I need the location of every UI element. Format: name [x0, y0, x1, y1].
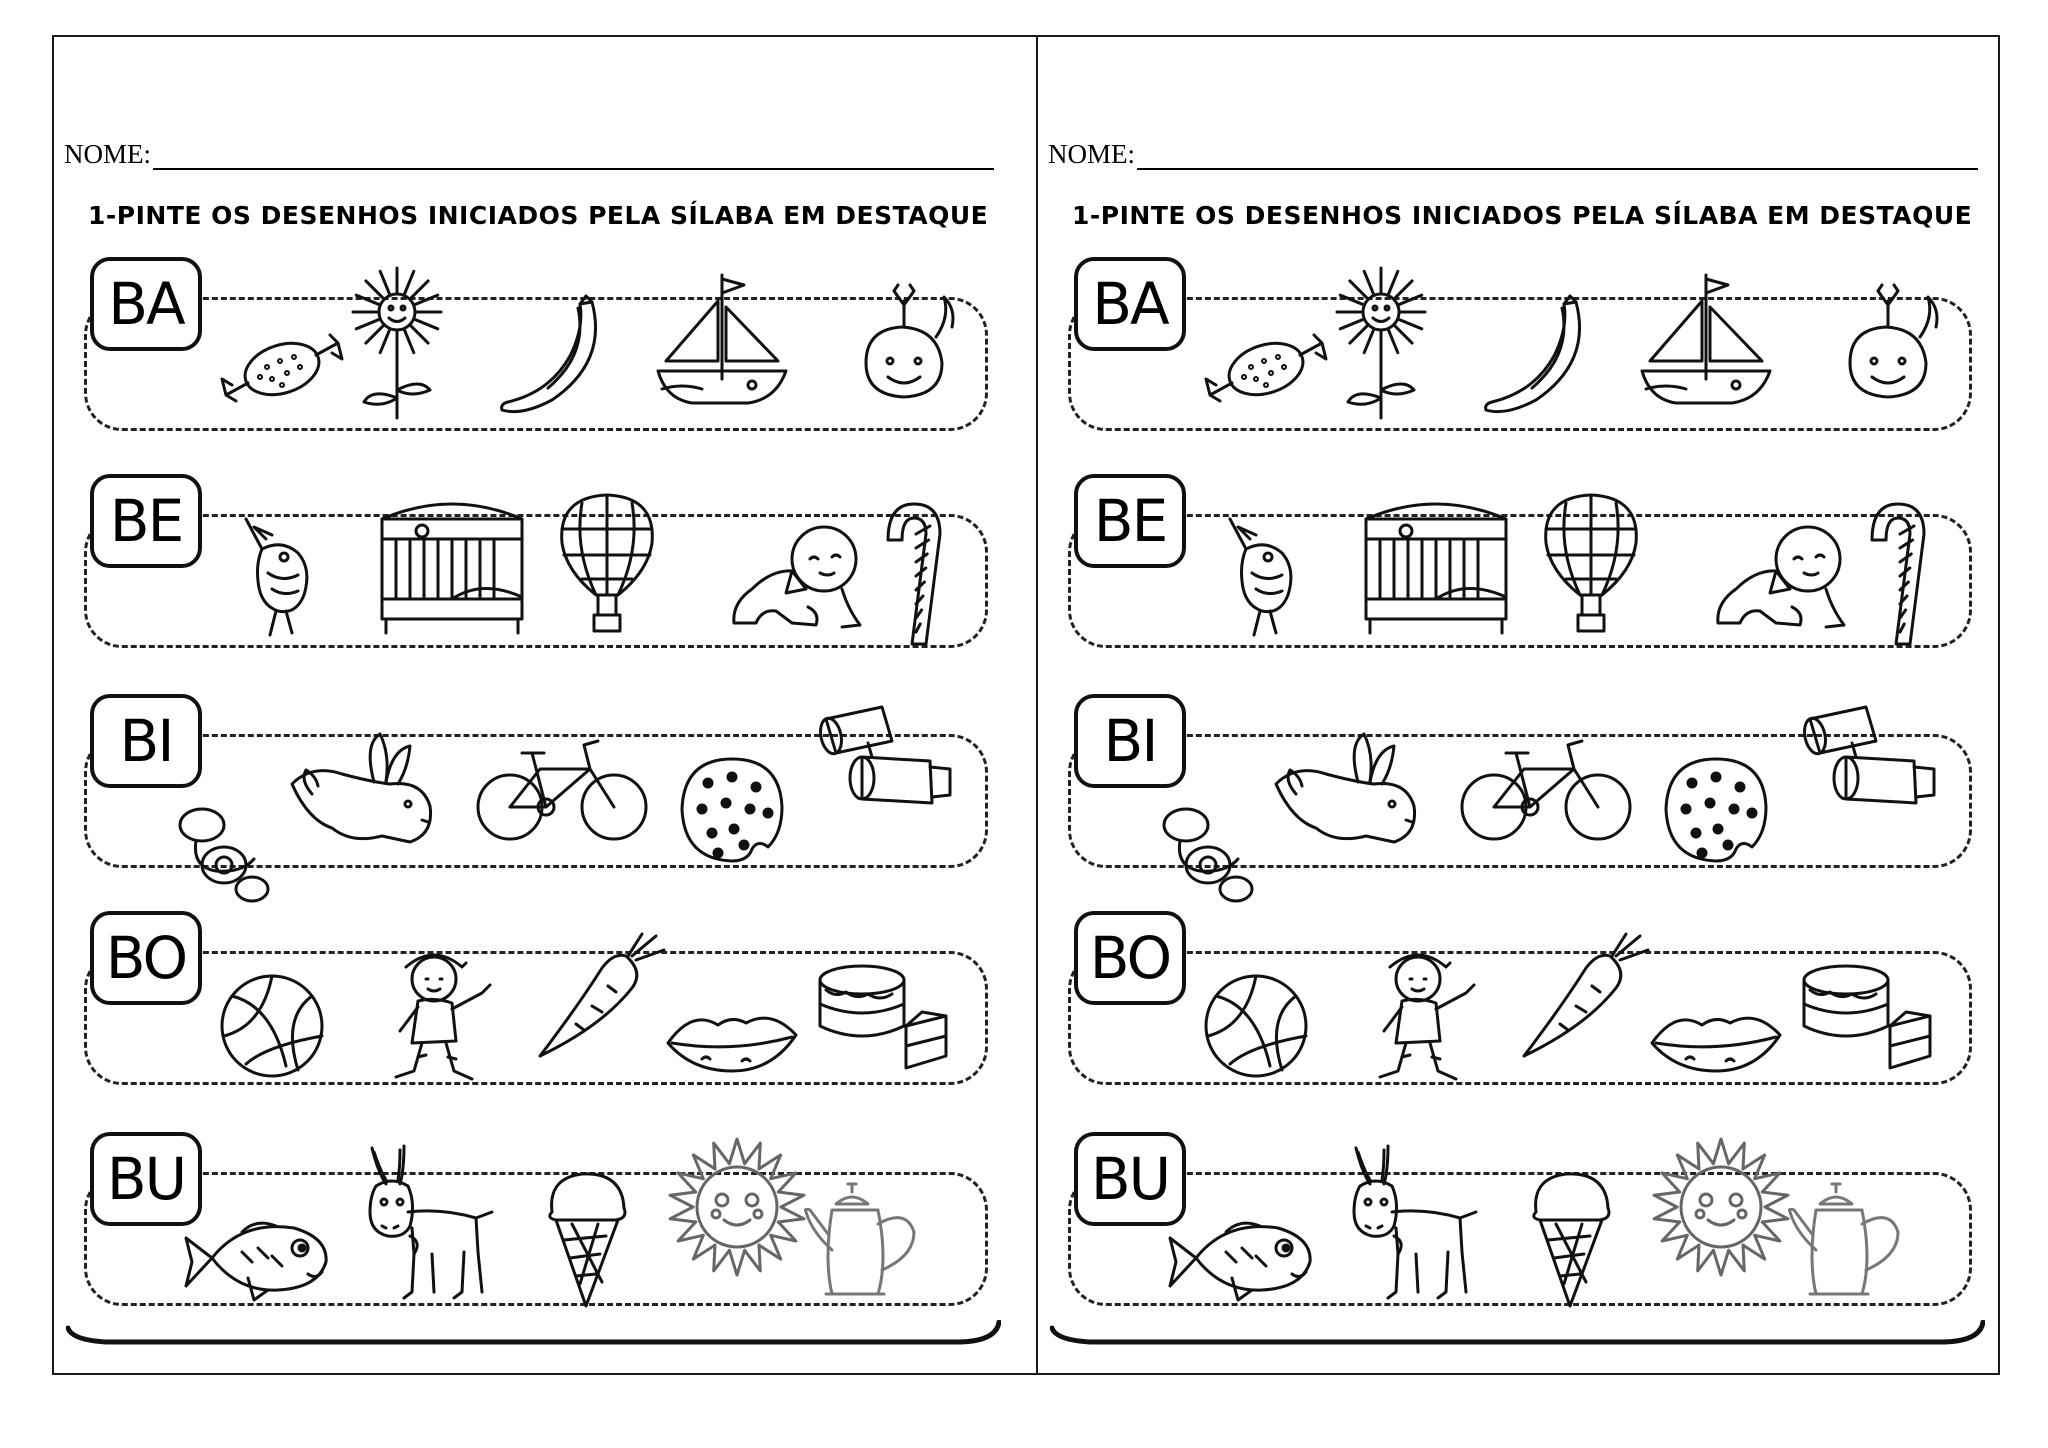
name-line [64, 138, 994, 170]
picture-group [72, 257, 990, 435]
cake-icon[interactable] [812, 956, 952, 1076]
name-write-line[interactable] [1137, 144, 1978, 170]
syllable-label: BI [90, 694, 202, 788]
crib-icon[interactable] [1356, 489, 1516, 639]
syllable-label: BU [1074, 1132, 1186, 1226]
name-write-line[interactable] [153, 144, 994, 170]
teapot-icon[interactable] [1786, 1170, 1926, 1310]
donkey-icon[interactable] [1336, 1142, 1486, 1312]
sunflower-icon[interactable] [1326, 262, 1436, 422]
candy-cane-icon[interactable] [1856, 494, 1936, 654]
syllable-label: BA [1074, 257, 1186, 351]
sun-icon[interactable] [1646, 1132, 1796, 1282]
binoculars-icon[interactable] [1796, 699, 1946, 829]
name-label: NOME: [64, 139, 151, 169]
picture-group [1056, 1132, 1974, 1310]
crib-icon[interactable] [372, 489, 532, 639]
crawling-baby-icon[interactable] [1696, 519, 1856, 639]
syllable-label: BA [90, 257, 202, 351]
syllable-row-bi [72, 694, 990, 872]
pacifier-icon[interactable] [172, 789, 282, 909]
picture-group [72, 694, 990, 872]
hot-air-balloon-icon[interactable] [1536, 489, 1646, 639]
hot-air-balloon-icon[interactable] [552, 489, 662, 639]
sunflower-icon[interactable] [342, 262, 452, 422]
syllable-row-be [1056, 474, 1974, 652]
syllable-row-bu [1056, 1132, 1974, 1310]
picture-group [1056, 474, 1974, 652]
syllable-row-bu [72, 1132, 990, 1310]
picture-group [1056, 911, 1974, 1089]
hummingbird-icon[interactable] [1216, 509, 1316, 639]
pacifier-icon[interactable] [1156, 789, 1266, 909]
syllable-row-be [72, 474, 990, 652]
bottom-border-curve [1050, 1320, 1985, 1360]
doll-icon[interactable] [382, 941, 502, 1101]
candy-cane-icon[interactable] [872, 494, 952, 654]
syllable-label: BE [1074, 474, 1186, 568]
picture-group [72, 474, 990, 652]
sailboat-icon[interactable] [652, 267, 792, 417]
teapot-icon[interactable] [802, 1170, 942, 1310]
syllable-row-bo [1056, 911, 1974, 1089]
carrot-icon[interactable] [1516, 926, 1656, 1066]
candy-icon[interactable] [212, 327, 352, 407]
fish-icon[interactable] [1166, 1202, 1316, 1312]
cookie-icon[interactable] [672, 749, 792, 869]
syllable-row-bi [1056, 694, 1974, 872]
carrot-icon[interactable] [532, 926, 672, 1066]
binoculars-icon[interactable] [812, 699, 962, 829]
banana-icon[interactable] [1476, 292, 1596, 422]
volleyball-icon[interactable] [212, 966, 332, 1086]
syllable-label: BI [1074, 694, 1186, 788]
bicycle-icon[interactable] [472, 729, 652, 849]
syllable-label: BU [90, 1132, 202, 1226]
doll-icon[interactable] [1366, 941, 1486, 1101]
instruction-text: 1-PINTE OS DESENHOS INICIADOS PELA SÍLABA EM DESTAQUE [88, 201, 989, 230]
bottom-border-curve [66, 1320, 1001, 1360]
hummingbird-icon[interactable] [232, 509, 332, 639]
sailboat-icon[interactable] [1636, 267, 1776, 417]
syllable-label: BE [90, 474, 202, 568]
banana-icon[interactable] [492, 292, 612, 422]
rabbit-icon[interactable] [282, 724, 442, 854]
syllable-row-ba [1056, 257, 1974, 435]
syllable-row-bo [72, 911, 990, 1089]
ice-cream-cone-icon[interactable] [542, 1162, 632, 1312]
worksheet-left [62, 35, 1042, 1375]
picture-group [72, 911, 990, 1089]
cake-icon[interactable] [1796, 956, 1936, 1076]
rabbit-icon[interactable] [1266, 724, 1426, 854]
picture-group [1056, 694, 1974, 872]
crawling-baby-icon[interactable] [712, 519, 872, 639]
instruction-text: 1-PINTE OS DESENHOS INICIADOS PELA SÍLABA EM DESTAQUE [1072, 201, 1973, 230]
volleyball-icon[interactable] [1196, 966, 1316, 1086]
name-label: NOME: [1048, 139, 1135, 169]
donkey-icon[interactable] [352, 1142, 502, 1312]
syllable-label: BO [90, 911, 202, 1005]
picture-group [1056, 257, 1974, 435]
fish-icon[interactable] [182, 1202, 332, 1312]
lips-icon[interactable] [662, 1001, 802, 1081]
ice-cream-cone-icon[interactable] [1526, 1162, 1616, 1312]
whale-icon[interactable] [1836, 277, 1946, 407]
cookie-icon[interactable] [1656, 749, 1776, 869]
picture-group [72, 1132, 990, 1310]
candy-icon[interactable] [1196, 327, 1336, 407]
whale-icon[interactable] [852, 277, 962, 407]
bicycle-icon[interactable] [1456, 729, 1636, 849]
sun-icon[interactable] [662, 1132, 812, 1282]
syllable-label: BO [1074, 911, 1186, 1005]
worksheet-right [1046, 35, 2026, 1375]
name-line [1048, 138, 1978, 170]
syllable-row-ba [72, 257, 990, 435]
lips-icon[interactable] [1646, 1001, 1786, 1081]
